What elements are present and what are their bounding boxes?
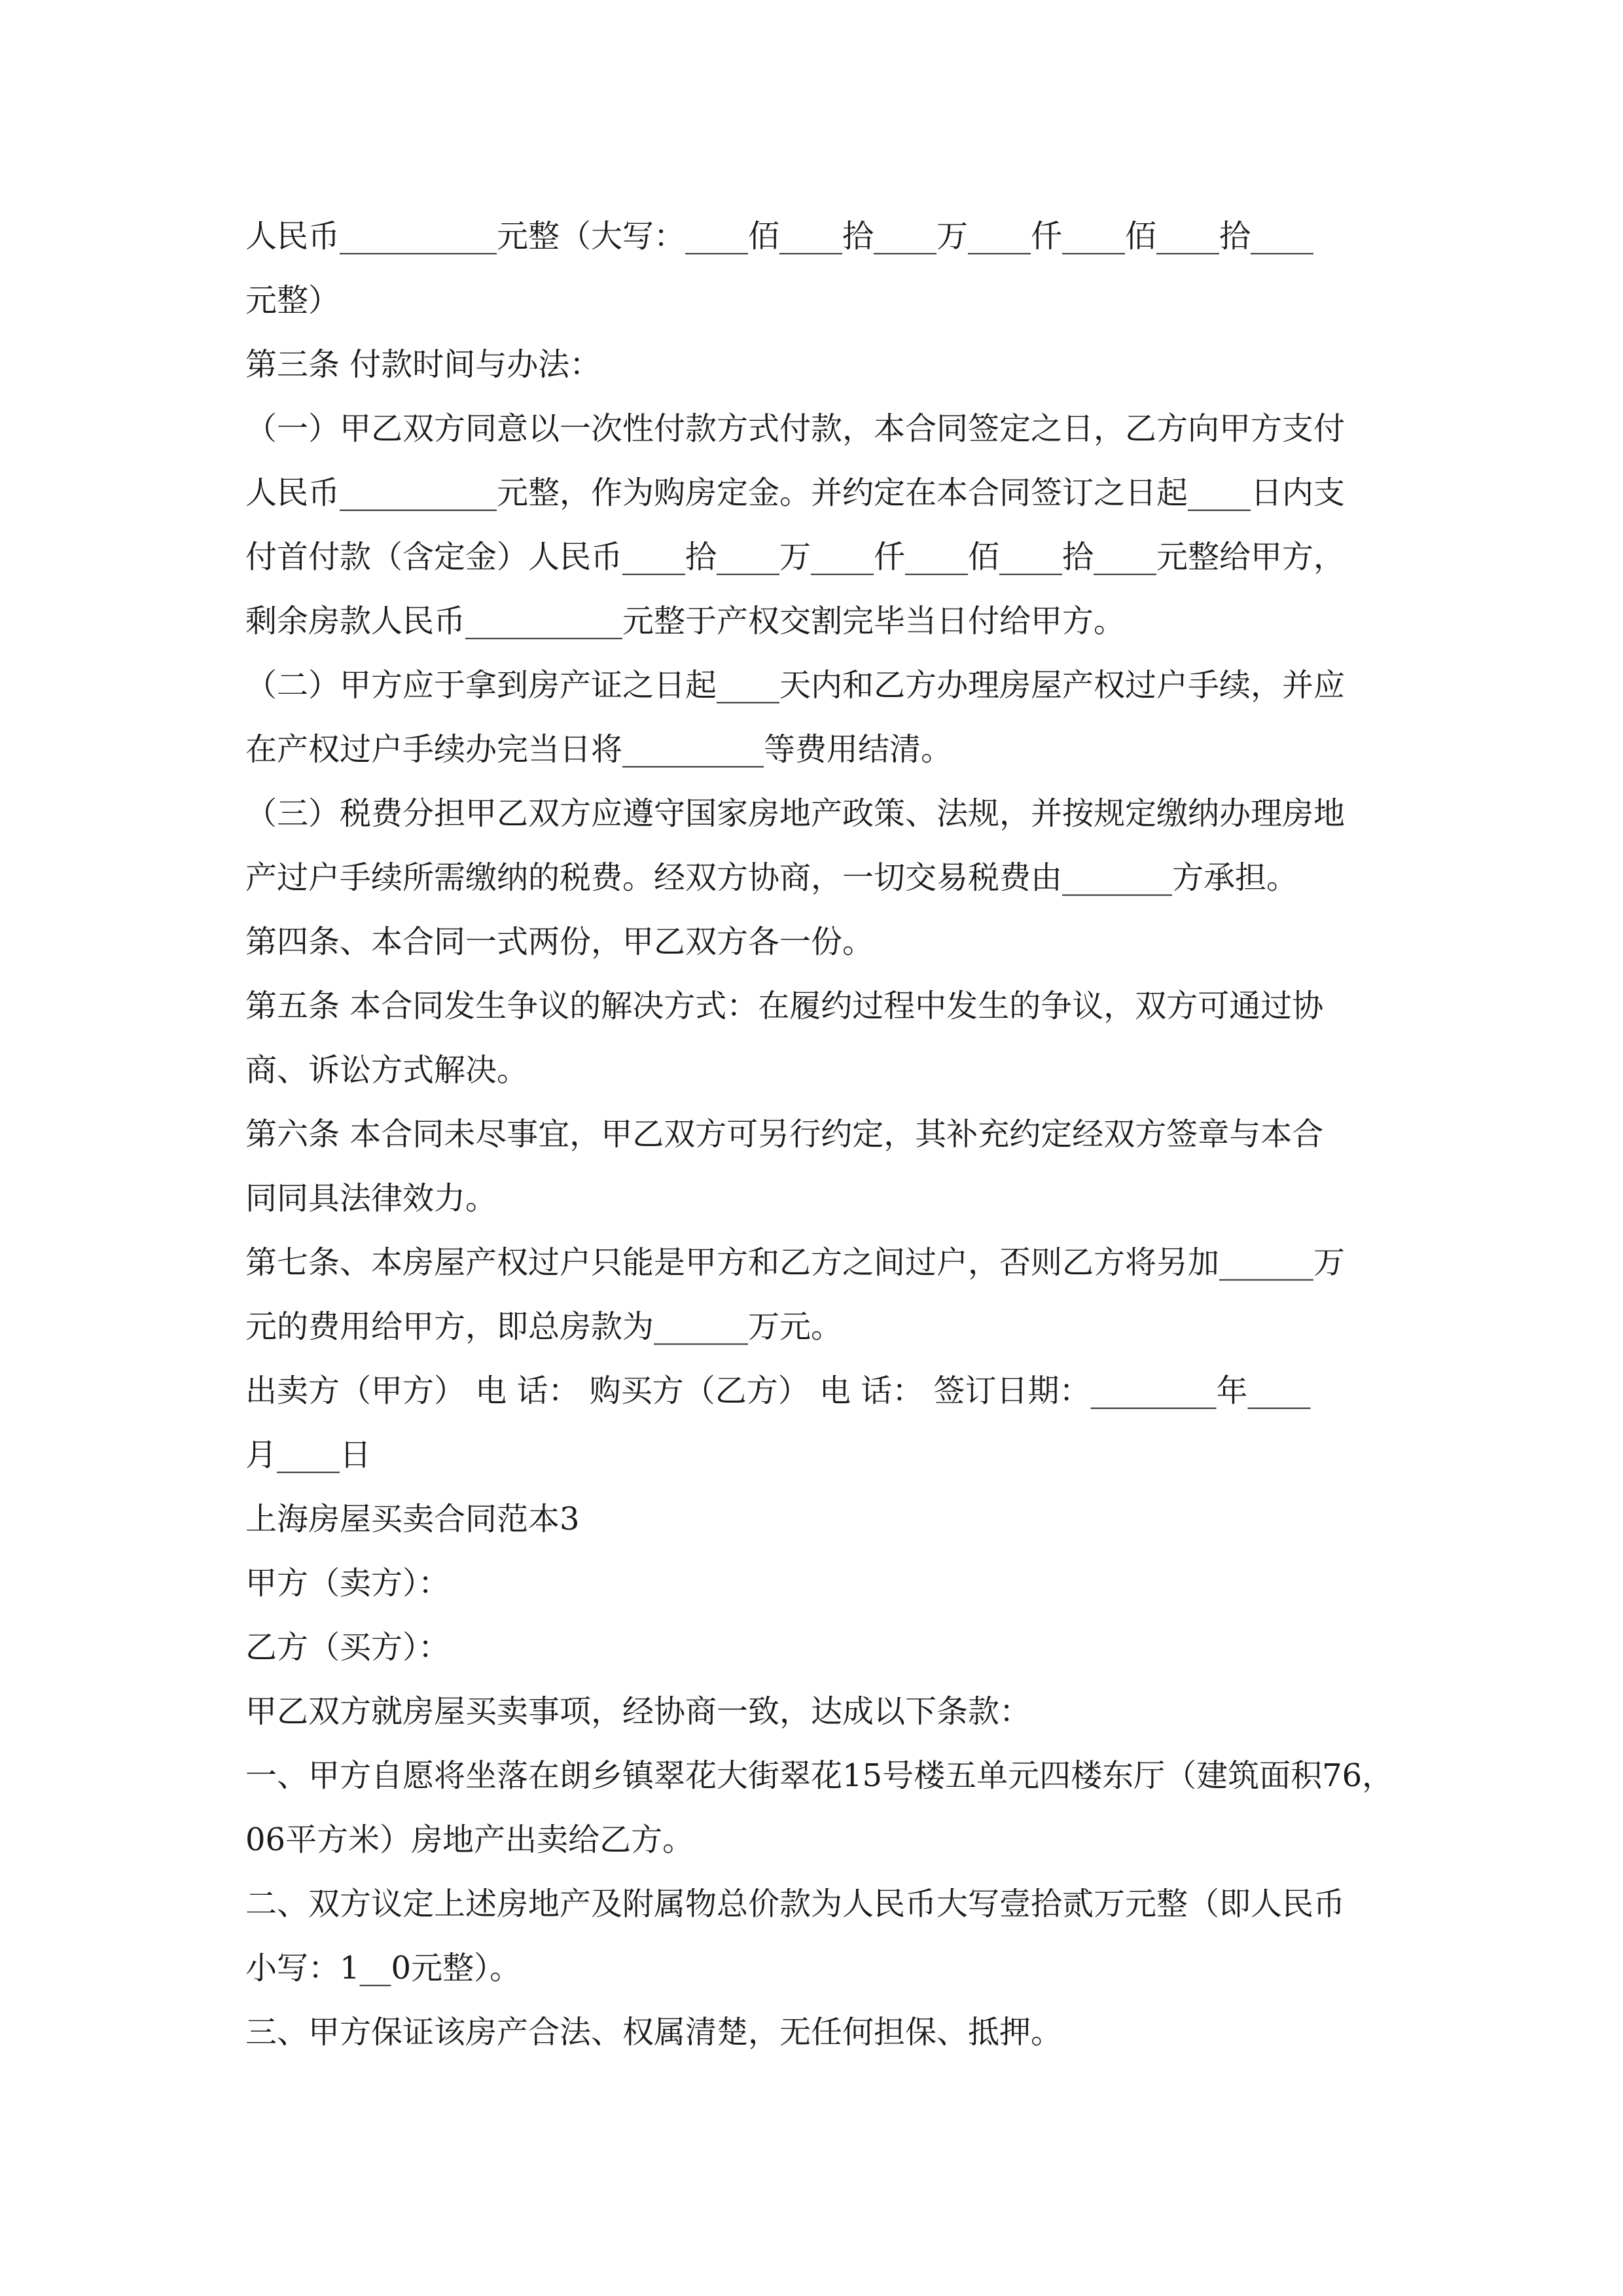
article-5-line-1: 第五条 本合同发生争议的解决方式：在履约过程中发生的争议，双方可通过协 xyxy=(245,988,1324,1024)
party-b-buyer: 乙方（买方）： xyxy=(245,1629,450,1666)
signature-line-2: 月____日 xyxy=(245,1437,372,1473)
agreement-intro: 甲乙双方就房屋买卖事项，经协商一致，达成以下条款： xyxy=(245,1693,1031,1730)
clause-3-2-line-2: 在产权过户手续办完当日将_________等费用结清。 xyxy=(245,731,953,768)
article-4: 第四条、本合同一式两份，甲乙双方各一份。 xyxy=(245,924,874,960)
clause-3-line-1: 三、甲方保证该房产合法、权属清楚，无任何担保、抵押。 xyxy=(245,2014,1063,2051)
text-line-payment-amount-end: 元整） xyxy=(245,282,340,319)
clause-2-line-2: 小写：1__0元整）。 xyxy=(245,1950,522,1986)
signature-line-1: 出卖方（甲方） 电 话： 购买方（乙方） 电 话： 签订日期：________年____ xyxy=(245,1372,1311,1409)
clause-3-3-line-1: （三）税费分担甲乙双方应遵守国家房地产政策、法规，并按规定缴纳办理房地 xyxy=(245,795,1346,832)
article-6-line-1: 第六条 本合同未尽事宜，甲乙双方可另行约定，其补充约定经双方签章与本合 xyxy=(245,1116,1324,1153)
clause-2-line-1: 二、双方议定上述房地产及附属物总价款为人民币大写壹拾贰万元整（即人民币 xyxy=(245,1886,1346,1922)
clause-3-2-line-1: （二）甲方应于拿到房产证之日起____天内和乙方办理房屋产权过户手续，并应 xyxy=(245,667,1346,704)
clause-3-1-line-3: 付首付款（含定金）人民币____拾____万____仟____佰____拾____元整给甲方， xyxy=(245,539,1346,575)
clause-3-1-line-1: （一）甲乙双方同意以一次性付款方式付款，本合同签定之日，乙方向甲方支付 xyxy=(245,410,1346,447)
text-line-payment-amount: 人民币__________元整（大写：____佰____拾____万____仟____佰____拾____ xyxy=(245,218,1314,255)
article-5-line-2: 商、诉讼方式解决。 xyxy=(245,1052,529,1088)
contract-body xyxy=(245,204,1394,2064)
clause-1-line-2: 06平方米）房地产出卖给乙方。 xyxy=(245,1821,694,1858)
article-7-line-1: 第七条、本房屋产权过户只能是甲方和乙方之间过户，否则乙方将另加______万 xyxy=(245,1244,1346,1281)
article-6-line-2: 同同具法律效力。 xyxy=(245,1180,497,1217)
clause-1-line-1: 一、甲方自愿将坐落在朗乡镇翠花大街翠花15号楼五单元四楼东厅（建筑面积76， xyxy=(245,1757,1394,1794)
party-a-seller: 甲方（卖方）： xyxy=(245,1565,450,1602)
article-3-heading: 第三条 付款时间与办法： xyxy=(245,346,601,383)
template-title: 上海房屋买卖合同范本3 xyxy=(245,1501,580,1537)
clause-3-1-line-2: 人民币__________元整，作为购房定金。并约定在本合同签订之日起____日内支 xyxy=(245,475,1346,511)
clause-3-3-line-2: 产过户手续所需缴纳的税费。经双方协商，一切交易税费由_______方承担。 xyxy=(245,859,1298,896)
clause-3-1-line-4: 剩余房款人民币__________元整于产权交割完毕当日付给甲方。 xyxy=(245,603,1126,639)
article-7-line-2: 元的费用给甲方，即总房款为______万元。 xyxy=(245,1308,843,1345)
